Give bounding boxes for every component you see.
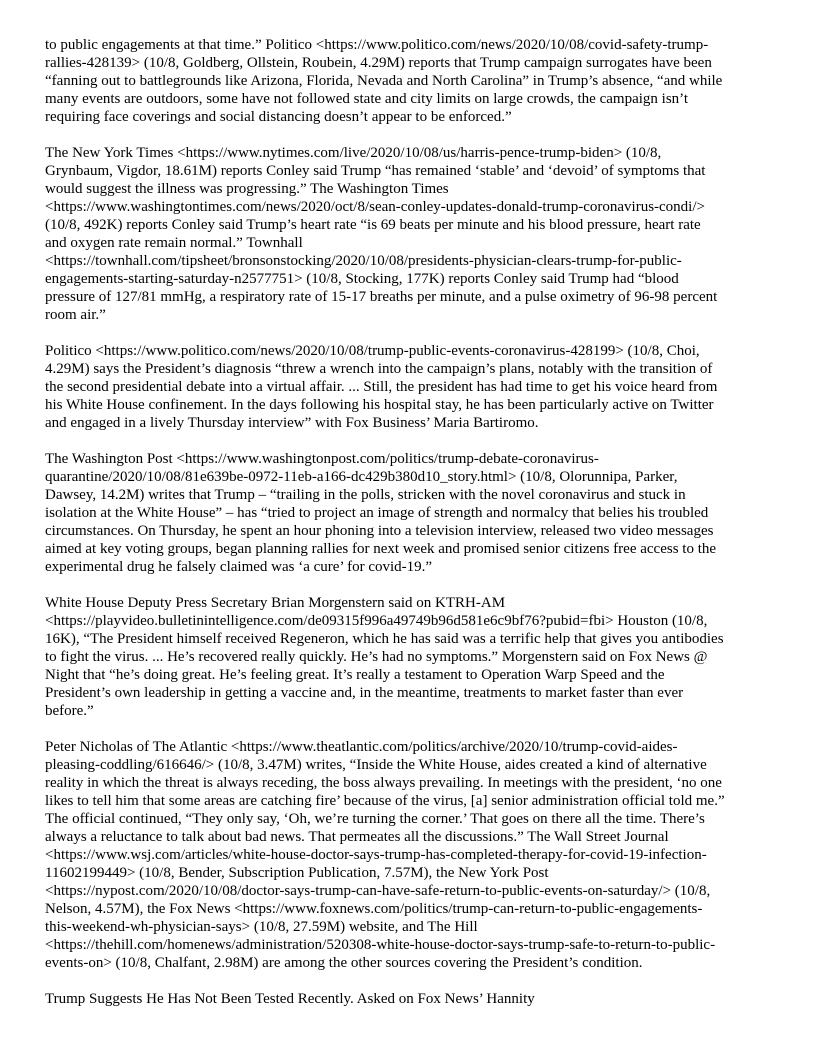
text-line: and oxygen rate remain normal.” Townhall <box>45 235 303 251</box>
text-line: would suggest the illness was progressing.” The Washington Times <box>45 181 449 197</box>
text-line: circumstances. On Thursday, he spent an hour phoning into a television interview, released two video messages <box>45 523 714 539</box>
text-line: the second presidential debate into a virtual affair. ... Still, the president has had time to get his voice heard from <box>45 379 718 395</box>
text-line: President’s own leadership in getting a vaccine and, in the meantime, treatments to market faster than ever <box>45 685 684 701</box>
text-line: <https://www.washingtontimes.com/news/2020/oct/8/sean-conley-updates-donald-trump-coronavirus-condi/> <box>45 199 705 215</box>
text-line: pleasing-coddling/616646/> (10/8, 3.47M) writes, “Inside the White House, aides created a kind of alternative <box>45 757 707 773</box>
text-line: many events are outdoors, some have not followed state and city limits on large crowds, the campaign isn’t <box>45 91 689 107</box>
text-line: The New York Times <https://www.nytimes.com/live/2020/10/08/us/harris-pence-trump-biden> (10/8, <box>45 145 662 161</box>
text-line: <https://townhall.com/tipsheet/bronsonstocking/2020/10/08/presidents-physician-clears-trump-for-public- <box>45 253 682 269</box>
text-line: Peter Nicholas of The Atlantic <https://www.theatlantic.com/politics/archive/2020/10/trump-covid-aides- <box>45 739 678 755</box>
text-line: pressure of 127/81 mmHg, a respiratory rate of 15-17 breaths per minute, and a pulse oximetry of 96-98 percent <box>45 289 718 305</box>
text-line: reality in which the threat is always receding, the boss always prevailing. In meetings with the president, ‘no one <box>45 775 722 791</box>
text-line: always a reluctance to talk about bad news. That permeates all the discussions.” The Wall Street Journal <box>45 829 669 845</box>
text-line: Trump Suggests He Has Not Been Tested Recently. Asked on Fox News’ Hannity <box>45 991 535 1007</box>
paragraph-5 <box>45 594 785 720</box>
text-line: this-weekend-wh-physician-says> (10/8, 27.59M) website, and The Hill <box>45 919 478 935</box>
text-line: (10/8, 492K) reports Conley said Trump’s heart rate “is 69 beats per minute and his blood pressure, heart rate <box>45 217 701 233</box>
text-line: “fanning out to battlegrounds like Arizona, Florida, Nevada and North Carolina” in Trump’s absence, “and while <box>45 73 723 89</box>
text-line: Night that “he’s doing great. He’s feeling great. It’s really a testament to Operation Warp Speed and the <box>45 667 665 683</box>
text-line: events-on> (10/8, Chalfant, 2.98M) are among the other sources covering the President’s condition. <box>45 955 643 971</box>
paragraph-2 <box>45 144 785 324</box>
text-line: <https://thehill.com/homenews/administration/520308-white-house-doctor-says-trump-safe-to-return-to-public- <box>45 937 716 953</box>
text-line: isolation at the White House” – has “tried to project an image of strength and normalcy that belies his troubled <box>45 505 709 521</box>
text-line: likes to tell him that some areas are catching fire’ because of the virus, [a] senior administration official told me.” <box>45 793 725 809</box>
text-line: White House Deputy Press Secretary Brian Morgenstern said on KTRH-AM <box>45 595 506 611</box>
text-line: quarantine/2020/10/08/81e639be-0972-11eb-a166-dc429b380d10_story.html> (10/8, Olorunnipa, Parker, <box>45 469 678 485</box>
paragraph-6 <box>45 738 785 972</box>
text-line: 11602199449> (10/8, Bender, Subscription Publication, 7.57M), the New York Post <box>45 865 549 881</box>
text-line: to public engagements at that time.” Politico <https://www.politico.com/news/2020/10/08/covid-safety-trump- <box>45 37 709 53</box>
paragraph-3 <box>45 342 785 432</box>
text-line: and engaged in a lively Thursday interview” with Fox Business’ Maria Bartiromo. <box>45 415 539 431</box>
text-line: engagements-starting-saturday-n2577751> (10/8, Stocking, 177K) reports Conley said Trump had “blood <box>45 271 679 287</box>
paragraph-4 <box>45 450 785 576</box>
text-line: experimental drug he falsely claimed was ‘a cure’ for covid-19.” <box>45 559 433 575</box>
paragraph-1 <box>45 36 785 126</box>
text-line: Politico <https://www.politico.com/news/2020/10/08/trump-public-events-coronavirus-428199> (10/8, Choi, <box>45 343 700 359</box>
text-line: The Washington Post <https://www.washingtonpost.com/politics/trump-debate-coronavirus- <box>45 451 599 467</box>
text-line: Dawsey, 14.2M) writes that Trump – “trailing in the polls, stricken with the novel coronavirus and stuck in <box>45 487 686 503</box>
text-line: room air.” <box>45 307 106 323</box>
text-line: rallies-428139> (10/8, Goldberg, Ollstein, Roubein, 4.29M) reports that Trump campaign surrogates have been <box>45 55 712 71</box>
text-line: <https://www.wsj.com/articles/white-house-doctor-says-trump-has-completed-therapy-for-covid-19-infection- <box>45 847 707 863</box>
text-line: before.” <box>45 703 94 719</box>
text-line: to fight the virus. ... He’s recovered really quickly. He’s had no symptoms.” Morgenstern said on Fox News @ <box>45 649 708 665</box>
text-line: 16K), “The President himself received Regeneron, which he has said was a terrific help that gives you antibodies <box>45 631 724 647</box>
text-line: 4.29M) says the President’s diagnosis “threw a wrench into the campaign’s plans, notably with the transition of <box>45 361 713 377</box>
text-line: Grynbaum, Vigdor, 18.61M) reports Conley said Trump “has remained ‘stable’ and ‘devoid’ of symptoms that <box>45 163 706 179</box>
document-page <box>45 36 785 1026</box>
section-heading-line <box>45 990 785 1008</box>
text-line: his White House confinement. In the days following his hospital stay, he has been particularly active on Twitter <box>45 397 714 413</box>
text-line: The official continued, “They only say, ‘Oh, we’re turning the corner.’ That goes on there all the time. There’s <box>45 811 705 827</box>
text-line: <https://nypost.com/2020/10/08/doctor-says-trump-can-have-safe-return-to-public-events-on-saturday/> (10/8, <box>45 883 711 899</box>
text-line: aimed at key voting groups, began planning rallies for next week and promised senior citizens free access to the <box>45 541 717 557</box>
text-line: Nelson, 4.57M), the Fox News <https://www.foxnews.com/politics/trump-can-return-to-public-engagements- <box>45 901 703 917</box>
text-line: <https://playvideo.bulletinintelligence.com/de09315f996a49749b96d581e6c9bf76?pubid=fbi> Houston (10/8, <box>45 613 708 629</box>
text-line: requiring face coverings and social distancing doesn’t appear to be enforced.” <box>45 109 512 125</box>
